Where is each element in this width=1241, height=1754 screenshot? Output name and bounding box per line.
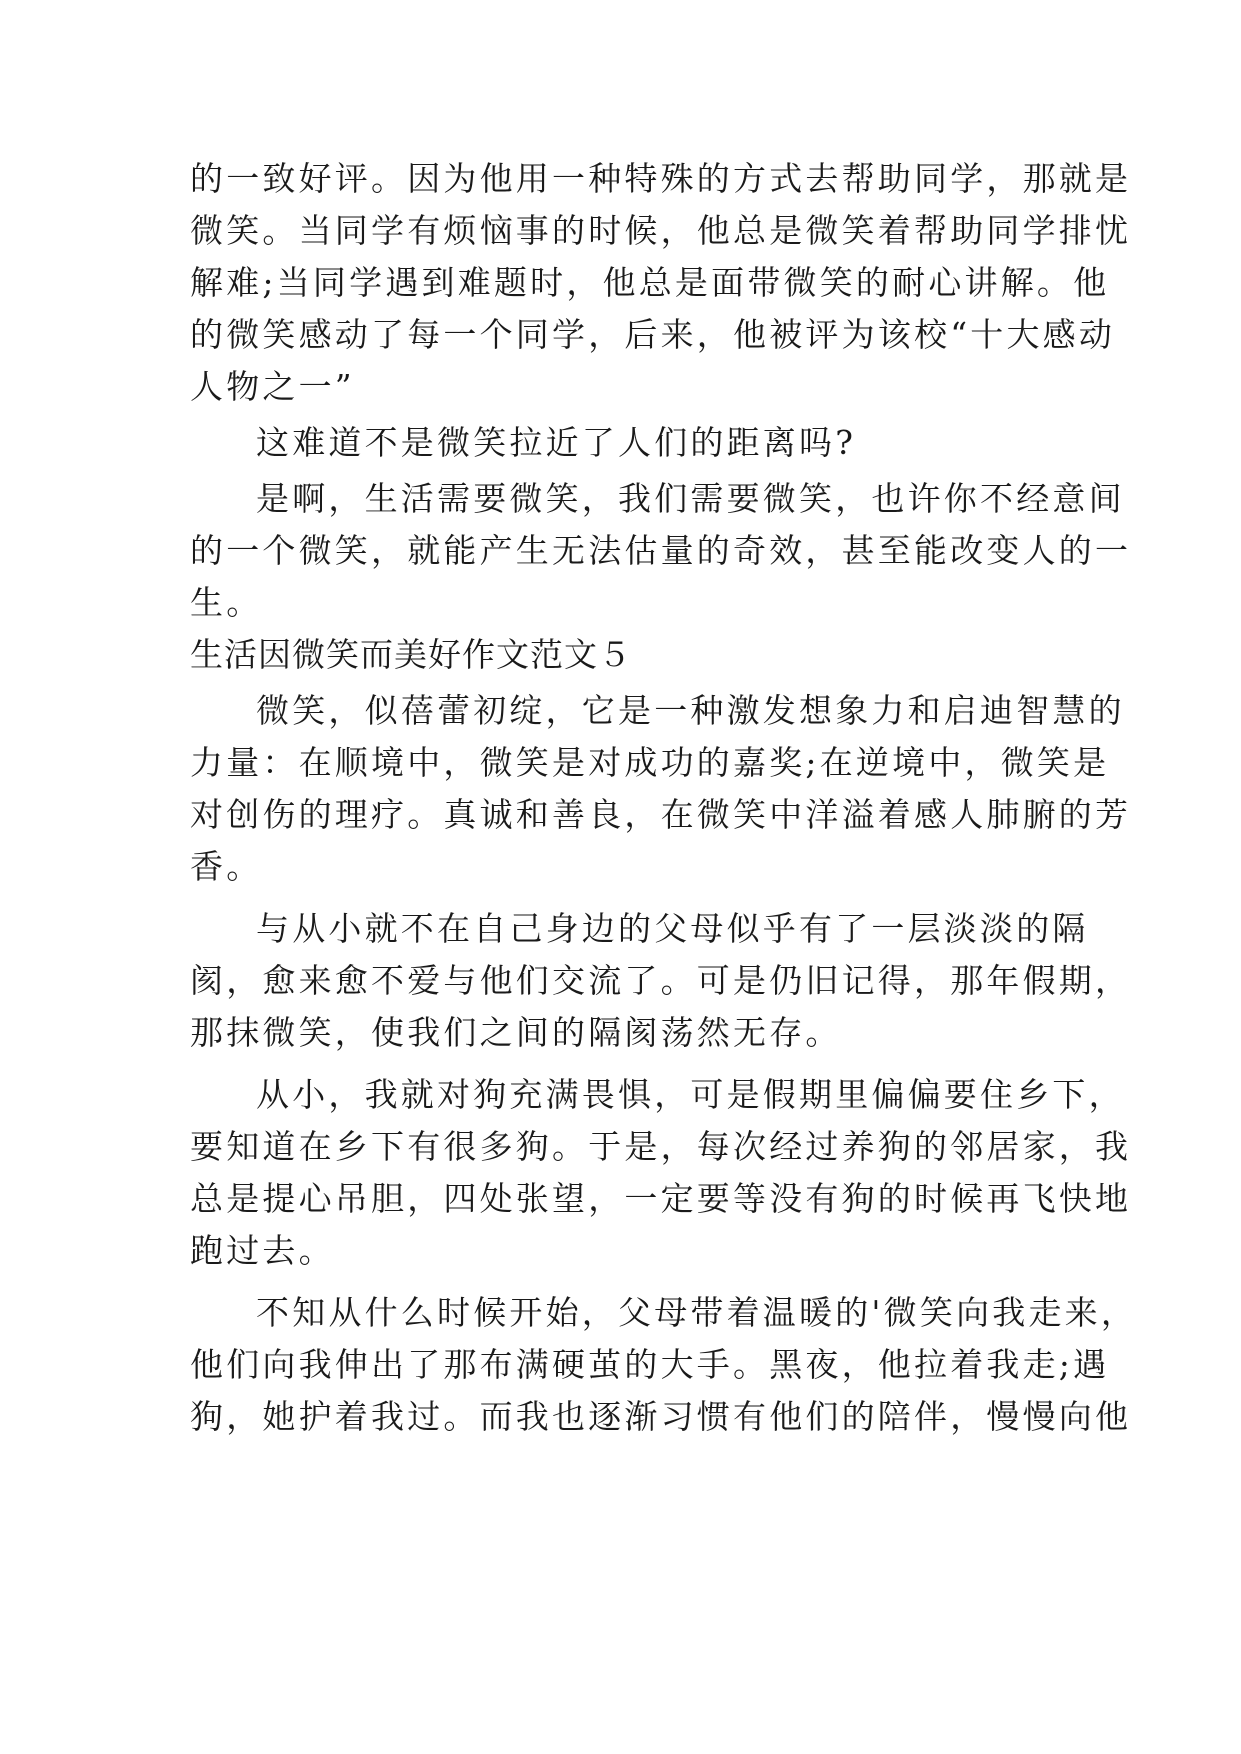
text-line: 解难;当同学遇到难题时，他总是面带微笑的耐心讲解。他 (190, 263, 1110, 302)
text-line: 香。 (190, 847, 263, 886)
text-line: 从小，我就对狗充满畏惧，可是假期里偏偏要住乡下， (256, 1075, 1125, 1114)
section-heading: 生活因微笑而美好作文范文５ (190, 635, 632, 674)
text-line: 是啊，生活需要微笑，我们需要微笑，也许你不经意间 (256, 479, 1125, 518)
text-line: 狗，她护着我过。而我也逐渐习惯有他们的陪伴，慢慢向他 (190, 1397, 1132, 1436)
document-body (190, 153, 1138, 1443)
text-line: 的一个微笑，就能产生无法估量的奇效，甚至能改变人的一 (190, 531, 1132, 570)
text-line: 人物之一” (190, 367, 355, 406)
text-line: 不知从什么时候开始，父母带着温暖的'微笑向我走来， (256, 1293, 1138, 1332)
text-line: 力量：在顺境中，微笑是对成功的嘉奖;在逆境中，微笑是 (190, 743, 1110, 782)
text-line: 微笑。当同学有烦恼事的时候，他总是微笑着帮助同学排忧 (190, 211, 1132, 250)
text-line: 这难道不是微笑拉近了人们的距离吗? (256, 423, 857, 462)
text-line: 与从小就不在自己身边的父母似乎有了一层淡淡的隔 (256, 909, 1089, 948)
text-line: 阂，愈来愈不爱与他们交流了。可是仍旧记得，那年假期， (190, 961, 1132, 1000)
text-line: 微笑，似蓓蕾初绽，它是一种激发想象力和启迪智慧的 (256, 691, 1125, 730)
text-line: 的一致好评。因为他用一种特殊的方式去帮助同学，那就是 (190, 159, 1132, 198)
text-line: 跑过去。 (190, 1231, 335, 1270)
text-line: 的微笑感动了每一个同学，后来，他被评为该校“十大感动 (190, 315, 1116, 354)
text-line: 总是提心吊胆，四处张望，一定要等没有狗的时候再飞快地 (190, 1179, 1132, 1218)
text-line: 要知道在乡下有很多狗。于是，每次经过养狗的邻居家，我 (190, 1127, 1132, 1166)
text-line: 那抹微笑，使我们之间的隔阂荡然无存。 (190, 1013, 842, 1052)
text-line: 他们向我伸出了那布满硬茧的大手。黑夜，他拉着我走;遇 (190, 1345, 1110, 1384)
text-line: 生。 (190, 583, 263, 622)
text-line: 对创伤的理疗。真诚和善良，在微笑中洋溢着感人肺腑的芳 (190, 795, 1132, 834)
